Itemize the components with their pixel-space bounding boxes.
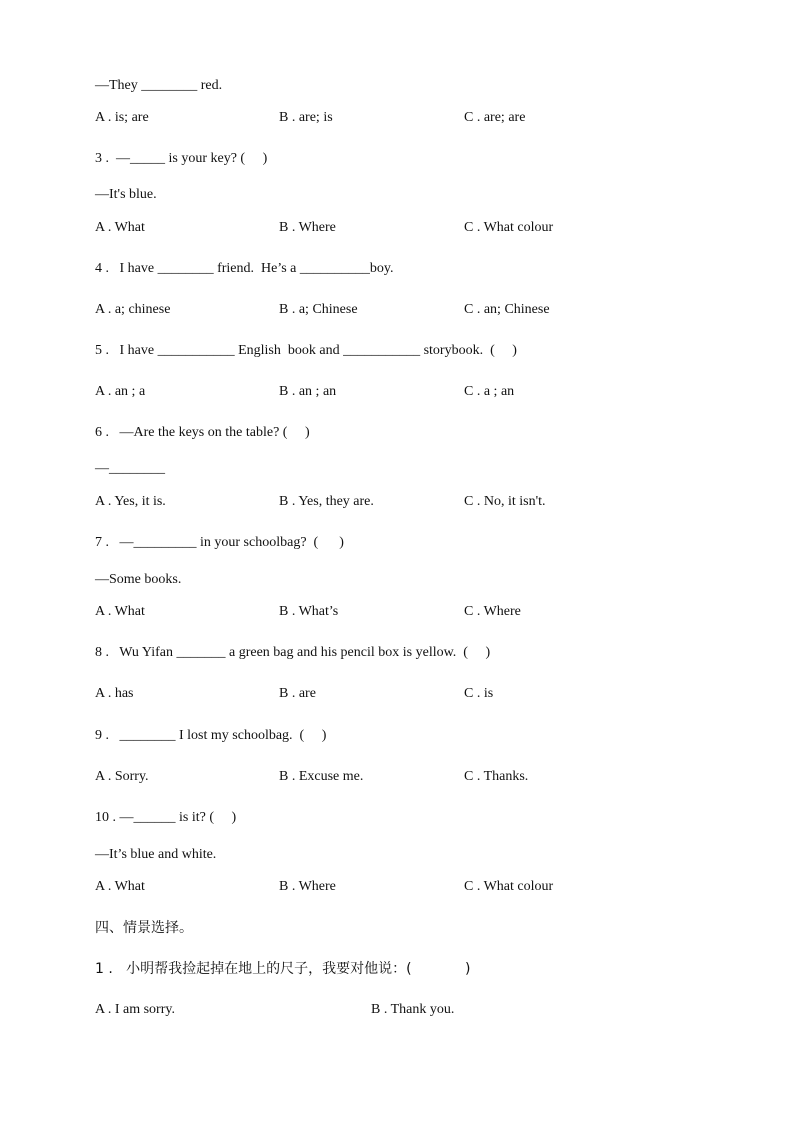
option-c[interactable]: C . What colour	[464, 220, 554, 235]
question-3-response: —It's blue.	[95, 187, 157, 202]
option-a[interactable]: A . an ; a	[95, 384, 146, 399]
option-a[interactable]: A . is; are	[95, 110, 149, 125]
question-4-stem: 4 . I have ________ friend. He’s a __________boy.	[95, 261, 394, 276]
option-b[interactable]: B . Thank you.	[371, 1002, 455, 1017]
section-heading: 四、情景选择。	[95, 920, 193, 936]
option-a[interactable]: A . What	[95, 879, 145, 894]
option-c[interactable]: C . What colour	[464, 879, 554, 894]
option-c[interactable]: C . a ; an	[464, 384, 515, 399]
question-10-stem: 10 . —______ is it? ( )	[95, 810, 237, 825]
option-c[interactable]: C . Where	[464, 604, 521, 619]
option-a[interactable]: A . has	[95, 686, 134, 701]
option-a[interactable]: A . Yes, it is.	[95, 494, 166, 509]
question-6-response-blank: —________	[95, 461, 165, 476]
option-a[interactable]: A . Sorry.	[95, 769, 149, 784]
question-6-stem: 6 . —Are the keys on the table? ( )	[95, 425, 310, 440]
option-b[interactable]: B . an ; an	[279, 384, 337, 399]
option-a[interactable]: A . I am sorry.	[95, 1002, 175, 1017]
question-10-response: —It’s blue and white.	[95, 847, 217, 862]
option-b[interactable]: B . What’s	[279, 604, 339, 619]
question-5-stem: 5 . I have ___________ English book and ___________ storybook. ( )	[95, 343, 517, 358]
option-b[interactable]: B . Excuse me.	[279, 769, 364, 784]
option-a[interactable]: A . What	[95, 220, 145, 235]
option-b[interactable]: B . are	[279, 686, 316, 701]
question-8-stem: 8 . Wu Yifan _______ a green bag and his pencil box is yellow. ( )	[95, 645, 491, 660]
option-c[interactable]: C . are; are	[464, 110, 526, 125]
option-c[interactable]: C . is	[464, 686, 494, 701]
option-b[interactable]: B . are; is	[279, 110, 333, 125]
option-b[interactable]: B . Where	[279, 220, 336, 235]
option-b[interactable]: B . Where	[279, 879, 336, 894]
question-2-stem-continued: —They ________ red.	[95, 78, 223, 93]
option-c[interactable]: C . an; Chinese	[464, 302, 550, 317]
option-b[interactable]: B . Yes, they are.	[279, 494, 374, 509]
section-4-question-1-stem: 1 . 小明帮我捡起掉在地上的尺子，我要对他说：( )	[95, 961, 471, 977]
option-a[interactable]: A . What	[95, 604, 145, 619]
option-c[interactable]: C . No, it isn't.	[464, 494, 546, 509]
question-7-stem: 7 . —_________ in your schoolbag? ( )	[95, 535, 344, 550]
option-b[interactable]: B . a; Chinese	[279, 302, 358, 317]
option-c[interactable]: C . Thanks.	[464, 769, 529, 784]
option-a[interactable]: A . a; chinese	[95, 302, 171, 317]
question-3-stem: 3 . —_____ is your key? ( )	[95, 151, 268, 166]
question-7-response: —Some books.	[95, 572, 182, 587]
question-9-stem: 9 . ________ I lost my schoolbag. ( )	[95, 728, 327, 743]
